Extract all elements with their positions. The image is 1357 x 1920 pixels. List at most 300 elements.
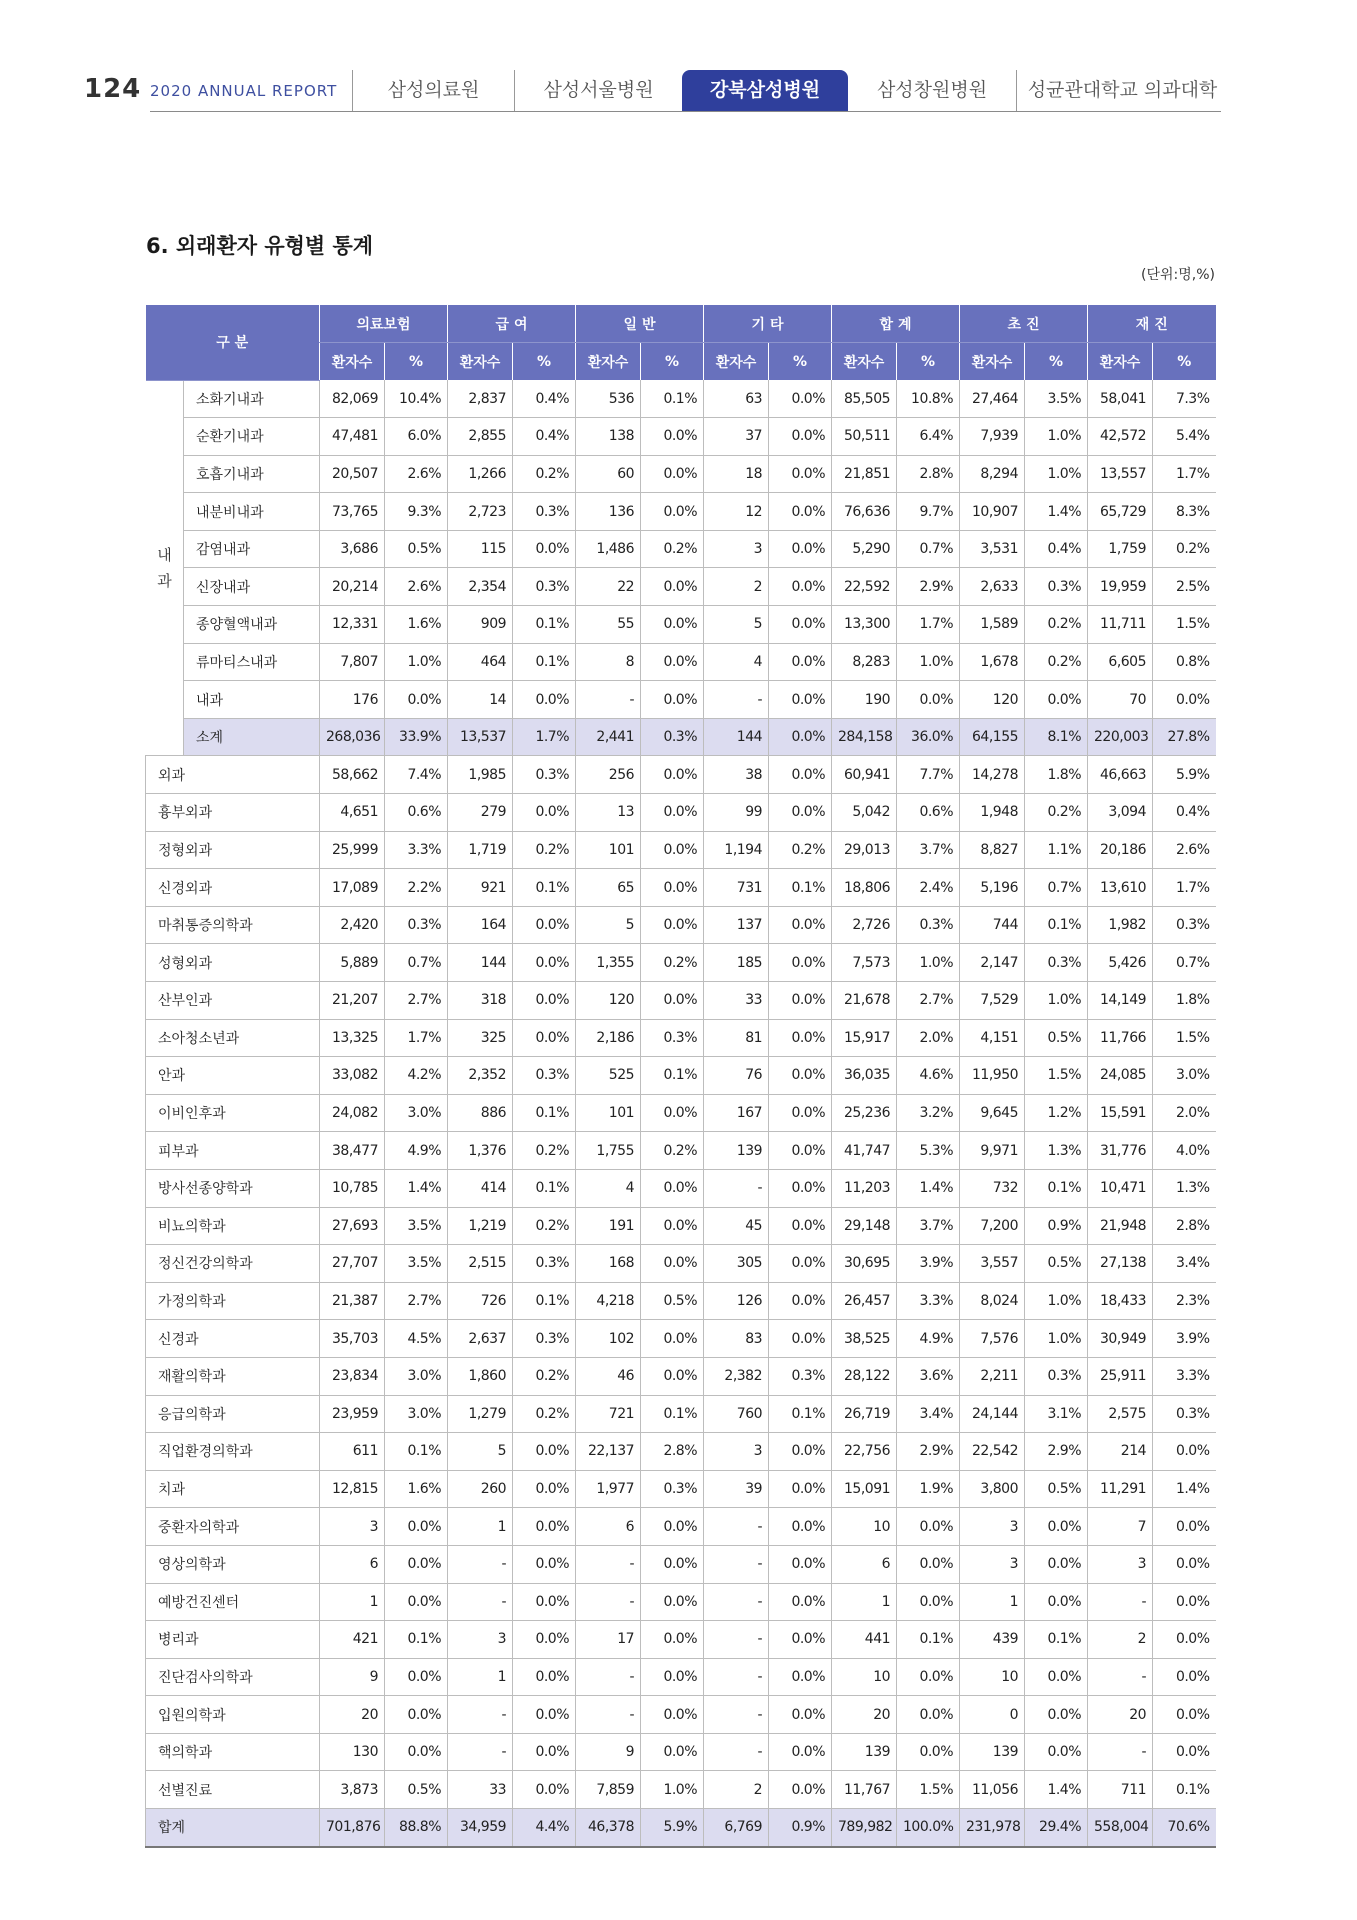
count-cell: 101 [576, 831, 641, 869]
count-cell: 6 [320, 1545, 385, 1583]
percent-cell: 36.0% [897, 718, 960, 756]
count-cell: 1,860 [448, 1357, 513, 1395]
row-label: 피부과 [146, 1132, 320, 1170]
percent-cell: 2.6% [1153, 831, 1216, 869]
count-cell: 4,651 [320, 794, 385, 832]
group-label-text: 내 과 [157, 545, 172, 590]
percent-cell: 0.0% [641, 568, 704, 606]
percent-cell: 0.1% [513, 643, 576, 681]
percent-cell: 0.0% [1025, 1733, 1088, 1771]
count-cell: 26,457 [832, 1282, 897, 1320]
percent-cell: 0.0% [897, 681, 960, 719]
count-cell: 176 [320, 681, 385, 719]
percent-cell: 4.0% [1153, 1132, 1216, 1170]
total-row [146, 1809, 1216, 1847]
percent-cell: 1.5% [897, 1771, 960, 1809]
percent-cell: 0.8% [1153, 643, 1216, 681]
percent-cell: 0.0% [897, 1508, 960, 1546]
count-cell: 38,477 [320, 1132, 385, 1170]
count-cell: - [704, 1733, 769, 1771]
percent-cell: 0.0% [641, 869, 704, 907]
percent-cell: 0.0% [513, 1470, 576, 1508]
count-cell: - [576, 681, 641, 719]
table-row [146, 1395, 1216, 1433]
percent-cell: 8.3% [1153, 493, 1216, 531]
table-row [146, 1320, 1216, 1358]
percent-cell: 0.0% [513, 1019, 576, 1057]
percent-cell: 0.0% [769, 530, 832, 568]
count-cell: 2,352 [448, 1057, 513, 1095]
group-header: 의료보험 [320, 305, 448, 343]
percent-cell: 0.0% [641, 606, 704, 644]
percent-cell: 0.0% [769, 1583, 832, 1621]
count-cell: 12,331 [320, 606, 385, 644]
count-cell: 2,441 [576, 718, 641, 756]
count-cell: 1,376 [448, 1132, 513, 1170]
count-cell: 46,663 [1088, 756, 1153, 794]
percent-cell: 0.0% [513, 1545, 576, 1583]
row-label: 병리과 [146, 1621, 320, 1659]
count-cell: 6,769 [704, 1809, 769, 1847]
corner-header: 구 분 [146, 305, 320, 380]
count-cell: 37 [704, 418, 769, 456]
count-cell: 70 [1088, 681, 1153, 719]
nav-tab-2[interactable]: 삼성서울병원 [514, 70, 682, 112]
count-cell: 701,876 [320, 1809, 385, 1847]
table-row [146, 944, 1216, 982]
count-cell: 711 [1088, 1771, 1153, 1809]
nav-tab-1[interactable]: 삼성의료원 [352, 70, 514, 112]
count-cell: 101 [576, 1094, 641, 1132]
percent-cell: 0.3% [513, 1320, 576, 1358]
percent-cell: 2.7% [385, 982, 448, 1020]
percent-cell: 0.7% [1153, 944, 1216, 982]
percent-cell: 0.0% [641, 1207, 704, 1245]
section-nav [352, 70, 1228, 112]
count-cell: 2,186 [576, 1019, 641, 1057]
percent-cell: 0.2% [641, 1132, 704, 1170]
percent-cell: 5.4% [1153, 418, 1216, 456]
count-cell: 1 [960, 1583, 1025, 1621]
percent-cell: 0.0% [641, 794, 704, 832]
count-cell: 126 [704, 1282, 769, 1320]
table-row [146, 681, 1216, 719]
percent-cell: 1.4% [1025, 493, 1088, 531]
percent-cell: 0.5% [385, 530, 448, 568]
percent-cell: 0.0% [769, 982, 832, 1020]
count-cell: 732 [960, 1169, 1025, 1207]
count-cell: 25,911 [1088, 1357, 1153, 1395]
count-cell: 30,695 [832, 1245, 897, 1283]
percent-cell: 0.0% [385, 1545, 448, 1583]
count-subheader: 환자수 [704, 343, 769, 381]
percent-cell: 1.7% [385, 1019, 448, 1057]
count-cell: 137 [704, 906, 769, 944]
count-cell: 27,464 [960, 380, 1025, 418]
row-label: 마취통증의학과 [146, 906, 320, 944]
percent-cell: 0.0% [769, 643, 832, 681]
percent-cell: 2.9% [897, 568, 960, 606]
count-cell: 22,592 [832, 568, 897, 606]
count-cell: 35,703 [320, 1320, 385, 1358]
count-cell: 102 [576, 1320, 641, 1358]
percent-cell: 0.0% [769, 1545, 832, 1583]
percent-cell: 0.0% [769, 906, 832, 944]
report-label: 2020 ANNUAL REPORT [150, 82, 338, 100]
percent-cell: 3.3% [1153, 1357, 1216, 1395]
subtotal-row [146, 718, 1216, 756]
count-cell: 9 [576, 1733, 641, 1771]
count-cell: 82,069 [320, 380, 385, 418]
count-cell: 441 [832, 1621, 897, 1659]
percent-cell: 1.0% [641, 1771, 704, 1809]
count-cell: 58,662 [320, 756, 385, 794]
count-cell: 1,266 [448, 455, 513, 493]
count-cell: 2,723 [448, 493, 513, 531]
count-cell: 164 [448, 906, 513, 944]
percent-cell: 2.7% [897, 982, 960, 1020]
count-cell: 36,035 [832, 1057, 897, 1095]
percent-cell: 1.7% [897, 606, 960, 644]
row-label: 정형외과 [146, 831, 320, 869]
count-cell: 20,186 [1088, 831, 1153, 869]
count-cell: 1,977 [576, 1470, 641, 1508]
count-cell: 58,041 [1088, 380, 1153, 418]
count-cell: 10,471 [1088, 1169, 1153, 1207]
table-row [146, 1545, 1216, 1583]
row-label: 산부인과 [146, 982, 320, 1020]
percent-cell: 0.0% [1025, 1508, 1088, 1546]
percent-cell: 7.3% [1153, 380, 1216, 418]
percent-cell: 0.0% [1025, 1658, 1088, 1696]
percent-cell: 0.0% [1025, 1583, 1088, 1621]
count-cell: 33 [704, 982, 769, 1020]
percent-cell: 0.3% [1153, 1395, 1216, 1433]
row-label: 외과 [146, 756, 320, 794]
count-subheader: 환자수 [576, 343, 641, 381]
count-cell: 2,420 [320, 906, 385, 944]
percent-cell: 0.0% [641, 1658, 704, 1696]
count-cell: - [1088, 1658, 1153, 1696]
percent-cell: 2.8% [641, 1433, 704, 1471]
percent-cell: 0.2% [641, 530, 704, 568]
count-cell: 25,999 [320, 831, 385, 869]
percent-cell: 0.0% [769, 1132, 832, 1170]
percent-cell: 0.0% [641, 1320, 704, 1358]
percent-cell: 1.0% [897, 643, 960, 681]
row-label: 합계 [146, 1809, 320, 1847]
percent-cell: 1.4% [897, 1169, 960, 1207]
count-cell: 1,678 [960, 643, 1025, 681]
percent-cell: 1.4% [1153, 1470, 1216, 1508]
count-cell: 268,036 [320, 718, 385, 756]
count-cell: 3 [960, 1508, 1025, 1546]
row-label: 진단검사의학과 [146, 1658, 320, 1696]
percent-cell: 1.4% [385, 1169, 448, 1207]
percent-cell: 2.9% [897, 1433, 960, 1471]
count-cell: 24,085 [1088, 1057, 1153, 1095]
count-cell: 120 [960, 681, 1025, 719]
count-cell: 18,433 [1088, 1282, 1153, 1320]
percent-cell: 0.0% [769, 1207, 832, 1245]
count-cell: 2,382 [704, 1357, 769, 1395]
count-cell: - [704, 1169, 769, 1207]
count-cell: 3,094 [1088, 794, 1153, 832]
percent-cell: 4.9% [897, 1320, 960, 1358]
percent-cell: 1.5% [1153, 1019, 1216, 1057]
count-cell: 144 [448, 944, 513, 982]
count-cell: 185 [704, 944, 769, 982]
percent-cell: 3.2% [897, 1094, 960, 1132]
percent-cell: 0.3% [1153, 906, 1216, 944]
count-cell: 29,148 [832, 1207, 897, 1245]
percent-cell: 1.7% [513, 718, 576, 756]
percent-subheader: % [513, 343, 576, 381]
percent-cell: 88.8% [385, 1809, 448, 1847]
count-cell: 4 [704, 643, 769, 681]
count-cell: 30,949 [1088, 1320, 1153, 1358]
percent-cell: 2.4% [897, 869, 960, 907]
count-cell: - [704, 1508, 769, 1546]
row-label: 방사선종양학과 [146, 1169, 320, 1207]
percent-cell: 0.0% [1153, 1621, 1216, 1659]
count-cell: 13,537 [448, 718, 513, 756]
percent-cell: 0.0% [897, 1696, 960, 1734]
count-cell: 2 [704, 1771, 769, 1809]
count-cell: - [576, 1583, 641, 1621]
count-cell: - [704, 1583, 769, 1621]
row-label: 정신건강의학과 [146, 1245, 320, 1283]
percent-cell: 0.0% [769, 493, 832, 531]
count-cell: 20 [1088, 1696, 1153, 1734]
percent-cell: 3.4% [1153, 1245, 1216, 1283]
percent-cell: 0.5% [385, 1771, 448, 1809]
percent-cell: 0.0% [641, 455, 704, 493]
percent-cell: 70.6% [1153, 1809, 1216, 1847]
row-label: 가정의학과 [146, 1282, 320, 1320]
count-cell: 20,214 [320, 568, 385, 606]
header-divider [150, 111, 1221, 112]
count-cell: 138 [576, 418, 641, 456]
percent-cell: 3.0% [385, 1094, 448, 1132]
percent-cell: 0.0% [513, 944, 576, 982]
count-cell: 8 [576, 643, 641, 681]
percent-cell: 1.1% [1025, 831, 1088, 869]
count-cell: 33 [448, 1771, 513, 1809]
percent-cell: 0.0% [769, 1282, 832, 1320]
percent-cell: 0.0% [769, 1019, 832, 1057]
count-cell: 11,291 [1088, 1470, 1153, 1508]
percent-cell: 0.0% [641, 643, 704, 681]
percent-cell: 0.3% [385, 906, 448, 944]
percent-cell: 3.5% [1025, 380, 1088, 418]
count-cell: 2,855 [448, 418, 513, 456]
percent-cell: 0.0% [769, 455, 832, 493]
percent-cell: 0.9% [1025, 1207, 1088, 1245]
table-row [146, 530, 1216, 568]
percent-cell: 0.0% [769, 1658, 832, 1696]
count-cell: 47,481 [320, 418, 385, 456]
count-cell: 421 [320, 1621, 385, 1659]
percent-cell: 0.0% [1153, 1583, 1216, 1621]
count-cell: 5,290 [832, 530, 897, 568]
count-cell: 31,776 [1088, 1132, 1153, 1170]
count-cell: 3 [704, 1433, 769, 1471]
percent-cell: 0.3% [513, 1245, 576, 1283]
percent-cell: 0.1% [641, 1057, 704, 1095]
count-cell: 22,756 [832, 1433, 897, 1471]
count-cell: 10,907 [960, 493, 1025, 531]
count-cell: 1,486 [576, 530, 641, 568]
percent-cell: 0.0% [769, 1621, 832, 1659]
row-label: 신장내과 [184, 568, 320, 606]
table-row [146, 455, 1216, 493]
count-cell: 9 [320, 1658, 385, 1696]
percent-cell: 9.7% [897, 493, 960, 531]
percent-subheader: % [1153, 343, 1216, 381]
count-cell: 9,971 [960, 1132, 1025, 1170]
percent-cell: 0.0% [513, 982, 576, 1020]
table-row [146, 493, 1216, 531]
percent-cell: 0.0% [641, 1545, 704, 1583]
count-cell: 139 [960, 1733, 1025, 1771]
percent-cell: 27.8% [1153, 718, 1216, 756]
count-cell: - [1088, 1583, 1153, 1621]
count-cell: 2,575 [1088, 1395, 1153, 1433]
count-cell: 45 [704, 1207, 769, 1245]
percent-cell: 0.2% [1025, 606, 1088, 644]
count-cell: 60 [576, 455, 641, 493]
row-label: 입원의학과 [146, 1696, 320, 1734]
percent-cell: 0.0% [769, 606, 832, 644]
percent-cell: 2.9% [1025, 1433, 1088, 1471]
percent-cell: 1.5% [1153, 606, 1216, 644]
count-cell: 85,505 [832, 380, 897, 418]
count-cell: 525 [576, 1057, 641, 1095]
percent-cell: 0.0% [1153, 1658, 1216, 1696]
count-cell: 23,834 [320, 1357, 385, 1395]
count-cell: 29,013 [832, 831, 897, 869]
percent-cell: 0.0% [769, 944, 832, 982]
percent-cell: 1.5% [1025, 1057, 1088, 1095]
count-cell: 1,985 [448, 756, 513, 794]
percent-cell: 3.6% [897, 1357, 960, 1395]
percent-subheader: % [385, 343, 448, 381]
count-cell: 27,707 [320, 1245, 385, 1283]
count-cell: 284,158 [832, 718, 897, 756]
row-label: 영상의학과 [146, 1545, 320, 1583]
count-cell: 8,294 [960, 455, 1025, 493]
count-cell: - [448, 1733, 513, 1771]
group-header: 기 타 [704, 305, 832, 343]
percent-cell: 10.8% [897, 380, 960, 418]
percent-cell: 2.5% [1153, 568, 1216, 606]
count-cell: 4,218 [576, 1282, 641, 1320]
table-row [146, 1733, 1216, 1771]
unit-note: (단위:명,%) [1141, 267, 1215, 283]
percent-cell: 0.0% [641, 1094, 704, 1132]
row-label: 신경외과 [146, 869, 320, 907]
count-cell: 38,525 [832, 1320, 897, 1358]
percent-cell: 3.5% [385, 1245, 448, 1283]
count-cell: 21,948 [1088, 1207, 1153, 1245]
table-row [146, 869, 1216, 907]
percent-cell: 0.0% [769, 1094, 832, 1132]
count-cell: 115 [448, 530, 513, 568]
percent-cell: 0.0% [769, 1470, 832, 1508]
percent-cell: 0.0% [897, 1733, 960, 1771]
percent-cell: 0.0% [385, 1658, 448, 1696]
count-cell: 1,982 [1088, 906, 1153, 944]
percent-cell: 0.6% [385, 794, 448, 832]
percent-cell: 0.0% [641, 1357, 704, 1395]
percent-cell: 3.1% [1025, 1395, 1088, 1433]
count-cell: - [1088, 1733, 1153, 1771]
percent-cell: 1.0% [1025, 982, 1088, 1020]
count-cell: 2,837 [448, 380, 513, 418]
nav-tab-4[interactable]: 삼성창원병원 [876, 79, 988, 101]
percent-cell: 0.3% [513, 493, 576, 531]
count-cell: 130 [320, 1733, 385, 1771]
count-cell: 3,557 [960, 1245, 1025, 1283]
internal-medicine-group-label [146, 380, 184, 756]
count-cell: 2,726 [832, 906, 897, 944]
percent-cell: 1.8% [1025, 756, 1088, 794]
row-label: 신경과 [146, 1320, 320, 1358]
percent-cell: 0.1% [1153, 1771, 1216, 1809]
group-header: 합 계 [832, 305, 960, 343]
percent-cell: 3.3% [897, 1282, 960, 1320]
count-cell: 21,678 [832, 982, 897, 1020]
nav-tab-5[interactable]: 성균관대학교 의과대학 [1016, 70, 1228, 112]
table-row [146, 418, 1216, 456]
count-cell: 886 [448, 1094, 513, 1132]
percent-cell: 0.2% [641, 944, 704, 982]
count-cell: 214 [1088, 1433, 1153, 1471]
count-cell: 0 [960, 1696, 1025, 1734]
group-header: 재 진 [1088, 305, 1216, 343]
percent-cell: 0.0% [769, 1169, 832, 1207]
percent-cell: 5.9% [641, 1809, 704, 1847]
percent-cell: 0.0% [513, 1433, 576, 1471]
count-cell: 27,138 [1088, 1245, 1153, 1283]
count-cell: 7,939 [960, 418, 1025, 456]
count-cell: 3,873 [320, 1771, 385, 1809]
percent-subheader: % [897, 343, 960, 381]
table-row [146, 756, 1216, 794]
percent-cell: 3.3% [385, 831, 448, 869]
count-cell: - [448, 1696, 513, 1734]
count-cell: 260 [448, 1470, 513, 1508]
percent-cell: 0.0% [641, 681, 704, 719]
percent-cell: 0.7% [385, 944, 448, 982]
percent-cell: 0.0% [769, 1320, 832, 1358]
count-cell: 7,859 [576, 1771, 641, 1809]
percent-cell: 0.2% [513, 1207, 576, 1245]
count-cell: 1,589 [960, 606, 1025, 644]
row-label: 중환자의학과 [146, 1508, 320, 1546]
percent-cell: 0.7% [897, 530, 960, 568]
percent-cell: 1.4% [1025, 1771, 1088, 1809]
percent-cell: 1.0% [1025, 455, 1088, 493]
count-cell: 38 [704, 756, 769, 794]
percent-cell: 1.0% [1025, 418, 1088, 456]
percent-cell: 0.0% [769, 380, 832, 418]
table-row [146, 831, 1216, 869]
count-cell: 34,959 [448, 1809, 513, 1847]
count-cell: 1 [320, 1583, 385, 1621]
nav-tab-3[interactable]: 강북삼성병원 [682, 70, 848, 112]
